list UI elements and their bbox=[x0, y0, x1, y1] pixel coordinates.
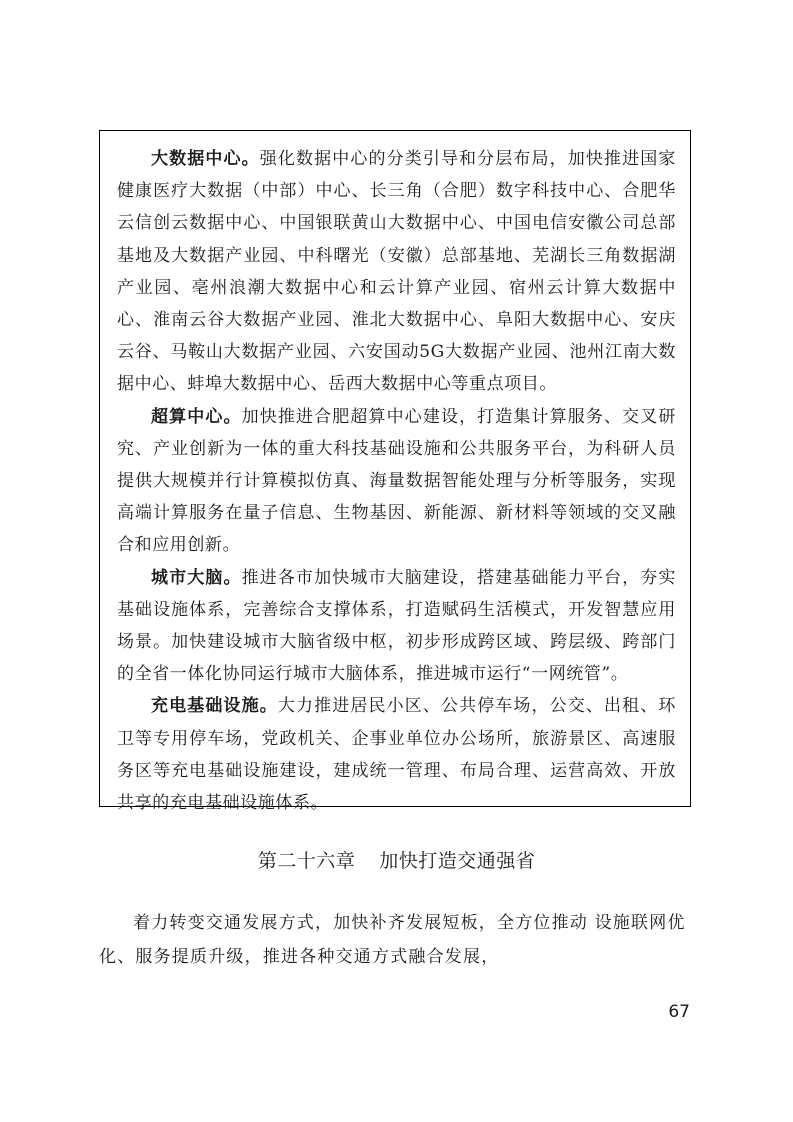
infobox-paragraph-big-data-center bbox=[117, 143, 676, 401]
infobox-text-supercomputing-center: 加快推进合肥超算中心建设，打造集计算服务、交叉研究、产业创新为一体的重大科技基础设施和公共服务平台，为科研人员提供大规模并行计算模拟仿真、海量数据智能处理与分析等服务，实现高端计算服务在量子信息、生物基因、新能源、新材料等领域的交叉融合和应用创新。 bbox=[117, 406, 676, 556]
chapter-number: 第二十六章 bbox=[257, 850, 356, 872]
infobox-lead-big-data-center: 大数据中心。 bbox=[151, 149, 260, 169]
infobox-text-charging-infrastructure: 大力推进居民小区、公共停车场，公交、出租、环卫等专用停车场，党政机关、企事业单位办公场所，旅游景区、高速服务区等充电基础设施建设，建成统一管理、布局合理、运营高效、开放共享的充电基础设施体系。 bbox=[117, 696, 677, 814]
page-number: 67 bbox=[668, 1002, 690, 1022]
infobox-lead-supercomputing-center: 超算中心。 bbox=[151, 406, 242, 427]
body-paragraph: 着力转变交通发展方式，加快补齐发展短板，全方位推动 设施联网优化、服务提质升级，推进各种交通方式融合发展， bbox=[99, 913, 686, 967]
chapter-title-text: 加快打造交通强省 bbox=[379, 850, 536, 872]
chapter-heading bbox=[0, 846, 793, 873]
infobox-lead-charging-infrastructure: 充电基础设施。 bbox=[151, 696, 278, 717]
infobox-paragraph-charging-infrastructure bbox=[117, 690, 676, 819]
infobox bbox=[99, 130, 691, 814]
infobox-text-city-brain: 推进各市加快城市大脑建设，搭建基础能力平台，夯实基础设施体系，完善综合支撑体系，打造赋码生活模式，开发智慧应用场景。加快建设城市大脑省级中枢，初步形成跨区域、跨层级、跨部门的全省一体化协同运行城市大脑体系，推进城市运行“一网统管”。 bbox=[117, 567, 676, 685]
infobox-paragraph-city-brain bbox=[117, 562, 676, 691]
infobox-lead-city-brain: 城市大脑。 bbox=[151, 567, 242, 588]
infobox-text-big-data-center: 强化数据中心的分类引导和分层布局，加快推进国家健康医疗大数据（中部）中心、长三角（合肥）数字科技中心、合肥华云信创云数据中心、中国银联黄山大数据中心、中国电信安徽公司总部基地及大数据产业园、中科曙光（安徽）总部基地、芜湖长三角数据湖产业园、亳州浪潮大数据中心和云计算产业园、宿州云计算大数据中心、淮南云谷大数据产业园、淮北大数据中心、阜阳大数据中心、安庆云谷、马鞍山大数据产业园、六安国动5G大数据产业园、池州江南大数据中心、蚌埠大数据中心、岳西大数据中心等重点项目。 bbox=[117, 149, 676, 395]
infobox-paragraph-supercomputing-center bbox=[117, 401, 676, 562]
